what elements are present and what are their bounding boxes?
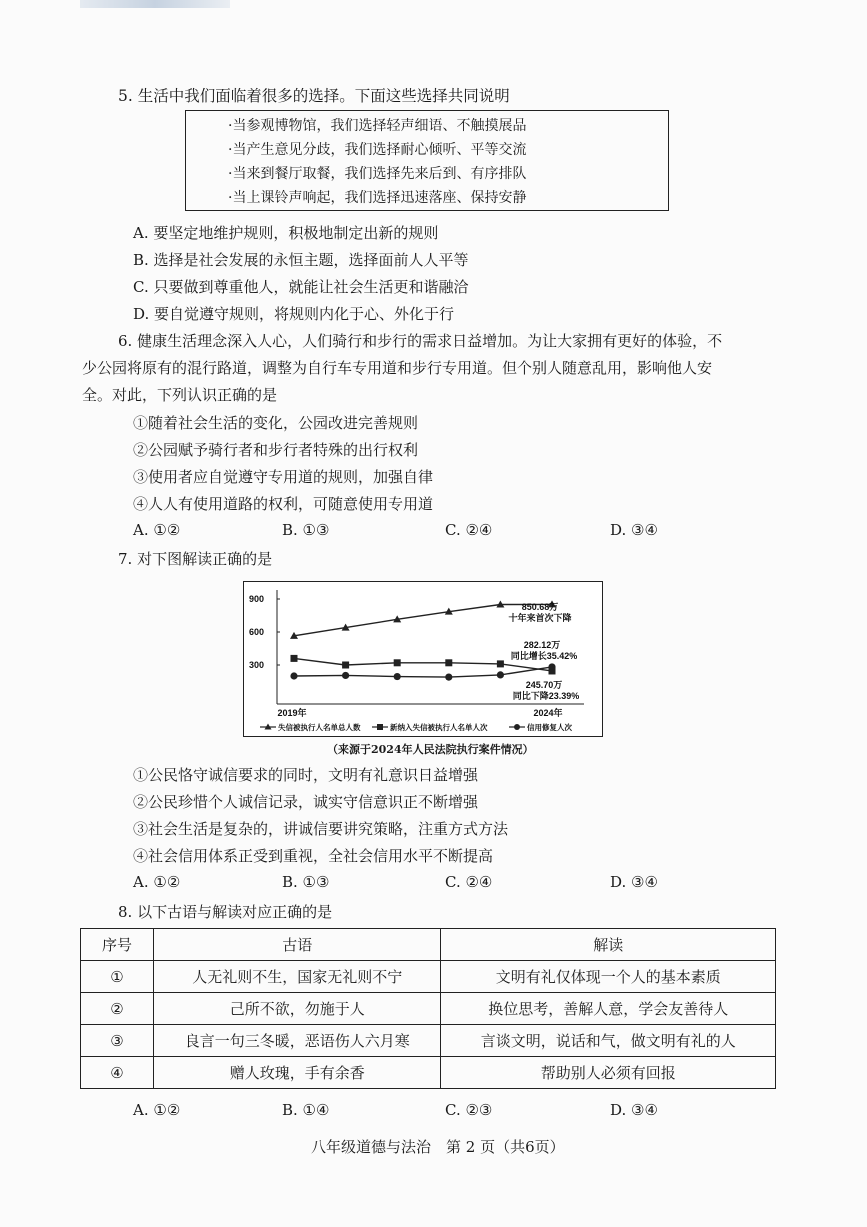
table-cell: 人无礼则不生，国家无礼则不宁 bbox=[153, 961, 441, 993]
q5-box-item: ·当上课铃声响起，我们选择迅速落座、保持安静 bbox=[228, 190, 527, 206]
legend-circle-marker bbox=[514, 724, 520, 730]
q7-line-chart bbox=[243, 581, 603, 737]
q6-option-b[interactable]: B. ①③ bbox=[282, 521, 330, 539]
q6-option-a[interactable]: A. ①② bbox=[133, 521, 181, 539]
data-point-circle bbox=[445, 674, 452, 681]
q6-stem-line: 少公园将原有的混行路道，调整为自行车专用道和步行专用道。但个别人随意乱用，影响他人安 bbox=[82, 359, 713, 377]
table-cell: 良言一句三冬暖，恶语伤人六月寒 bbox=[153, 1025, 441, 1057]
q6-stem-line: 全。对此，下列认识正确的是 bbox=[82, 386, 278, 404]
q5-box-item: ·当产生意见分歧，我们选择耐心倾听、平等交流 bbox=[228, 142, 527, 158]
table-header-row bbox=[81, 929, 776, 961]
annotation-label: 850.68万 bbox=[521, 602, 559, 612]
q8-option-a[interactable]: A. ①② bbox=[133, 1101, 181, 1119]
q5-box-item: ·当来到餐厅取餐，我们选择先来后到、有序排队 bbox=[228, 166, 527, 182]
table-cell: ④ bbox=[81, 1057, 154, 1089]
table-header-cell: 解读 bbox=[441, 929, 776, 961]
data-point-circle bbox=[394, 673, 401, 680]
table-cell: 言谈文明，说话和气，做文明有礼的人 bbox=[441, 1025, 776, 1057]
q8-option-d[interactable]: D. ③④ bbox=[610, 1101, 658, 1119]
table-row bbox=[81, 1025, 776, 1057]
q6-stem-line: 6. 健康生活理念深入人心，人们骑行和步行的需求日益增加。为让大家拥有更好的体验，不 bbox=[118, 332, 723, 350]
table-cell: ① bbox=[81, 961, 154, 993]
data-point-circle bbox=[548, 663, 555, 670]
page-footer: 八年级道德与法治 第 2 页（共6页） bbox=[311, 1138, 565, 1156]
data-point-square bbox=[497, 660, 504, 667]
q5-option-b[interactable]: B. 选择是社会发展的永恒主题，选择面前人人平等 bbox=[133, 251, 469, 269]
q6-statement: ②公园赋予骑行者和步行者特殊的出行权利 bbox=[133, 441, 419, 459]
x-tick-label: 2019年 bbox=[277, 708, 307, 718]
data-point-square bbox=[342, 662, 349, 669]
q7-option-d[interactable]: D. ③④ bbox=[610, 873, 658, 891]
annotation-label: 十年来首次下降 bbox=[508, 613, 572, 623]
q5-option-a[interactable]: A. 要坚定地维护规则，积极地制定出新的规则 bbox=[133, 224, 439, 242]
table-row bbox=[81, 961, 776, 993]
table-cell: 己所不欲，勿施于人 bbox=[153, 993, 441, 1025]
q6-option-c[interactable]: C. ②④ bbox=[445, 521, 493, 539]
annotation-label: 245.70万 bbox=[525, 680, 563, 690]
q7-option-a[interactable]: A. ①② bbox=[133, 873, 181, 891]
table-cell: 帮助别人必须有回报 bbox=[441, 1057, 776, 1089]
y-tick-label: 300 bbox=[249, 660, 265, 670]
annotation-label: 同比增长35.42% bbox=[510, 651, 578, 661]
q7-statement: ②公民珍惜个人诚信记录，诚实守信意识正不断增强 bbox=[133, 793, 479, 811]
legend-label: 失信被执行人名单总人数 bbox=[278, 723, 361, 732]
annotation-label: 282.12万 bbox=[523, 640, 561, 650]
scan-artifact bbox=[80, 0, 230, 8]
chart-source-caption: （来源于2024年人民法院执行案件情况） bbox=[327, 743, 534, 756]
data-point-square bbox=[445, 659, 452, 666]
q8-option-c[interactable]: C. ②③ bbox=[445, 1101, 493, 1119]
table-header-cell: 古语 bbox=[153, 929, 441, 961]
legend-label: 信用修复人次 bbox=[527, 723, 572, 732]
table-cell: 换位思考，善解人意，学会友善待人 bbox=[441, 993, 776, 1025]
q8-table bbox=[80, 928, 776, 1089]
series-line-3 bbox=[294, 667, 552, 677]
chart-svg bbox=[244, 582, 604, 738]
q6-statement: ③使用者应自觉遵守专用道的规则，加强自律 bbox=[133, 468, 434, 486]
q8-option-b[interactable]: B. ①④ bbox=[282, 1101, 330, 1119]
y-tick-label: 600 bbox=[249, 627, 265, 637]
q5-option-d[interactable]: D. 要自觉遵守规则，将规则内化于心、外化于行 bbox=[133, 305, 455, 323]
q7-statement: ①公民恪守诚信要求的同时，文明有礼意识日益增强 bbox=[133, 766, 479, 784]
data-point-square bbox=[291, 655, 298, 662]
table-cell: 赠人玫瑰，手有余香 bbox=[153, 1057, 441, 1089]
table-header-cell: 序号 bbox=[81, 929, 154, 961]
legend-label: 新纳入失信被执行人名单人次 bbox=[390, 723, 488, 732]
table-row bbox=[81, 1057, 776, 1089]
x-tick-label: 2024年 bbox=[533, 708, 563, 718]
table-cell: 文明有礼仅体现一个人的基本素质 bbox=[441, 961, 776, 993]
q5-box-item: ·当参观博物馆，我们选择轻声细语、不触摸展品 bbox=[228, 118, 527, 134]
q8-stem: 8. 以下古语与解读对应正确的是 bbox=[118, 903, 333, 921]
data-point-circle bbox=[342, 672, 349, 679]
q7-option-c[interactable]: C. ②④ bbox=[445, 873, 493, 891]
q7-statement: ④社会信用体系正受到重视，全社会信用水平不断提高 bbox=[133, 847, 494, 865]
y-tick-label: 900 bbox=[249, 594, 265, 604]
q5-option-c[interactable]: C. 只要做到尊重他人，就能让社会生活更和谐融洽 bbox=[133, 278, 469, 296]
q6-option-d[interactable]: D. ③④ bbox=[610, 521, 658, 539]
table-cell: ③ bbox=[81, 1025, 154, 1057]
q6-statement: ④人人有使用道路的权利，可随意使用专用道 bbox=[133, 495, 434, 513]
data-point-circle bbox=[290, 672, 297, 679]
q6-statement: ①随着社会生活的变化，公园改进完善规则 bbox=[133, 414, 419, 432]
data-point-square bbox=[394, 659, 401, 666]
legend-square-marker bbox=[377, 724, 383, 730]
q7-statement: ③社会生活是复杂的，讲诚信要讲究策略，注重方式方法 bbox=[133, 820, 509, 838]
q7-option-b[interactable]: B. ①③ bbox=[282, 873, 330, 891]
q7-stem: 7. 对下图解读正确的是 bbox=[118, 550, 273, 568]
data-point-circle bbox=[497, 671, 504, 678]
table-row bbox=[81, 993, 776, 1025]
table-cell: ② bbox=[81, 993, 154, 1025]
q5-stem: 5. 生活中我们面临着很多的选择。下面这些选择共同说明 bbox=[118, 87, 510, 105]
q5-scenario-box bbox=[185, 110, 669, 211]
annotation-label: 同比下降23.39% bbox=[512, 691, 580, 701]
